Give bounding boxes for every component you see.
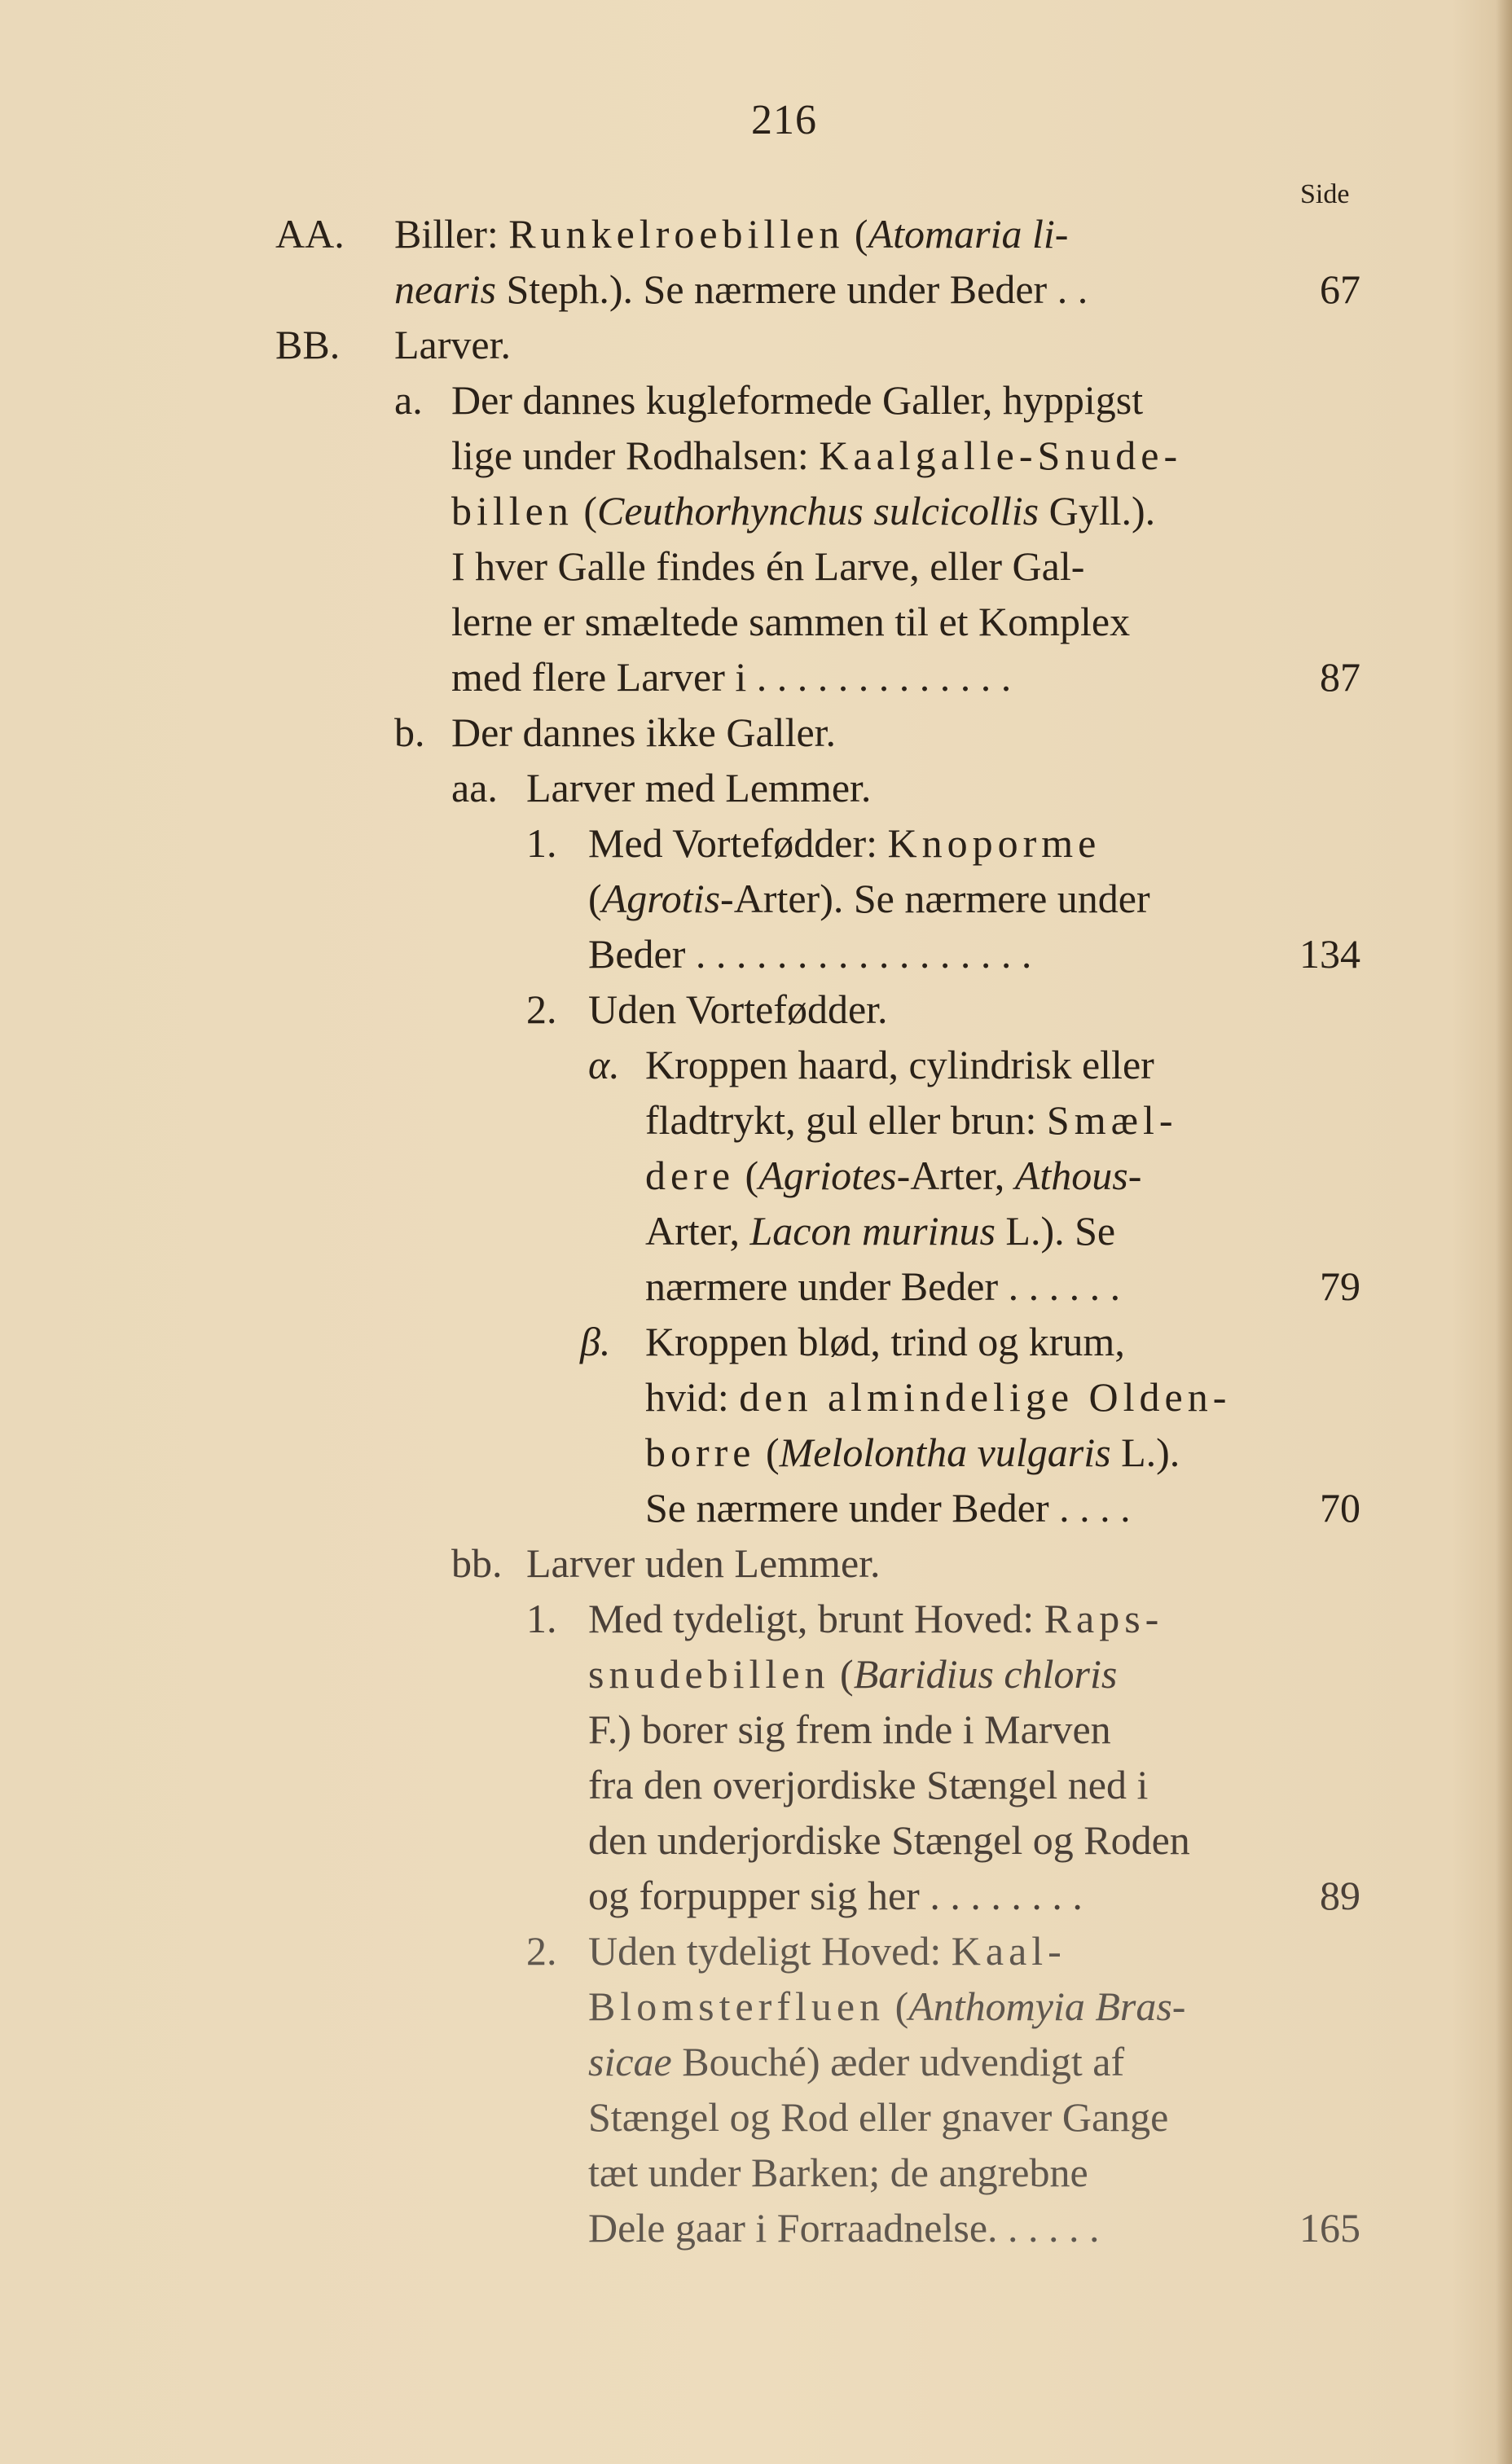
text: Steph.). Se nærmere under Beder . . (496, 266, 1088, 312)
entry-line (588, 1649, 1117, 1699)
entry-line (451, 485, 1155, 536)
text: ( (735, 1153, 759, 1198)
greek-letter: α. (588, 1042, 620, 1087)
latin-name: nearis (394, 266, 496, 312)
common-name: Kaalgalle-Snude- (819, 433, 1183, 478)
common-name: Raps- (1044, 1596, 1164, 1641)
common-name: dere (645, 1153, 736, 1198)
latin-name: Atomaria li- (868, 211, 1069, 257)
text: L.). (1110, 1430, 1180, 1475)
marker-1: 1. (526, 820, 557, 866)
marker-AA: AA. (275, 211, 345, 257)
latin-name: Agrotis- (601, 876, 734, 921)
common-name: borre (645, 1430, 756, 1475)
entry-line (588, 818, 1101, 868)
common-name: den almindelige Olden- (739, 1374, 1232, 1420)
entry-line (394, 264, 1088, 314)
marker-bb: bb. (451, 1540, 503, 1586)
entry-line (588, 873, 1150, 924)
common-name: Runkelroebillen (508, 211, 845, 257)
entry-line: F.) borer sig frem inde i Marven (588, 1706, 1111, 1752)
text: Med Vortefødder: (588, 820, 888, 866)
entry-line: nærmere under Beder . . . . . . (645, 1263, 1121, 1309)
common-name: Kaal- (951, 1928, 1066, 1974)
page-ref: 134 (1299, 931, 1360, 977)
entry-line: fra den overjordiske Stængel ned i (588, 1762, 1149, 1807)
entry-line: med flere Larver i . . . . . . . . . . . . . (451, 654, 1012, 700)
latin-name: Ceuthorhynchus sulcicollis (597, 488, 1040, 534)
entry-line: lerne er smæltede sammen til et Komplex (451, 599, 1131, 644)
marker-2: 2. (526, 986, 557, 1032)
entry-line (394, 209, 1068, 259)
text: Arter, (910, 1153, 1015, 1198)
text: fladtrykt, gul eller brun: (645, 1097, 1047, 1143)
text: Arter). Se nærmere under (733, 876, 1150, 921)
entry-line: Kroppen blød, trind og krum, (645, 1319, 1125, 1364)
latin-name: Anthomyia Bras- (908, 1983, 1186, 2029)
latin-name: Athous- (1014, 1153, 1142, 1198)
text: ( (755, 1430, 780, 1475)
common-name: billen (451, 488, 574, 534)
latin-name: Agriotes- (758, 1153, 911, 1198)
text: L.). Se (995, 1208, 1116, 1254)
entry-line: Der dannes ikke Galler. (451, 709, 837, 755)
page-ref: 67 (1320, 266, 1360, 312)
text: Bouché) æder udvendigt af (671, 2039, 1125, 2084)
latin-name: sicae (588, 2039, 672, 2084)
entry-line: Stængel og Rod eller gnaver Gange (588, 2094, 1169, 2140)
common-name: Knoporme (887, 820, 1101, 866)
latin-name: Baridius chloris (853, 1651, 1118, 1697)
entry-line: Uden Vortefødder. (588, 986, 888, 1032)
entry-line: Se nærmere under Beder . . . . (645, 1485, 1131, 1531)
page-edge-shadow (1496, 0, 1512, 2464)
entry-line: den underjordiske Stængel og Roden (588, 1817, 1190, 1863)
marker-beta (580, 1316, 610, 1367)
text: Med tydeligt, brunt Hoved: (588, 1596, 1044, 1641)
marker-aa: aa. (451, 765, 498, 810)
marker-1: 1. (526, 1596, 557, 1641)
entry-line: Kroppen haard, cylindrisk eller (645, 1042, 1154, 1087)
marker-b: b. (394, 709, 425, 755)
page-ref: 165 (1299, 2205, 1360, 2251)
marker-2: 2. (526, 1928, 557, 1974)
text: Biller: (394, 211, 509, 257)
marker-BB: BB. (275, 322, 341, 367)
text: Uden tydeligt Hoved: (588, 1928, 952, 1974)
entry-line (645, 1206, 1115, 1256)
entry-line: Larver med Lemmer. (526, 765, 872, 810)
text: hvid: (645, 1374, 740, 1420)
text: ( (844, 211, 868, 257)
text: ( (588, 876, 602, 921)
text: ( (573, 488, 598, 534)
entry-line: Beder . . . . . . . . . . . . . . . . . (588, 931, 1032, 977)
entry-line: Dele gaar i Forraadnelse. . . . . . (588, 2205, 1100, 2251)
side-column-header: Side (1300, 179, 1350, 209)
entry-line: I hver Galle findes én Larve, eller Gal- (451, 543, 1085, 589)
text: Gyll.). (1039, 488, 1156, 534)
page-number: 216 (751, 97, 817, 143)
entry-line: Larver. (394, 322, 511, 367)
entry-line (588, 1926, 1066, 1976)
page-ref: 70 (1320, 1485, 1360, 1531)
page-ref: 89 (1320, 1873, 1360, 1918)
entry-line (645, 1150, 1141, 1201)
text: ( (885, 1983, 909, 2029)
page-ref: 79 (1320, 1263, 1360, 1309)
text: ( (829, 1651, 854, 1697)
entry-line (588, 1593, 1163, 1644)
common-name: Blomsterfluen (588, 1983, 886, 2029)
common-name: snudebillen (588, 1651, 830, 1697)
marker-alpha (588, 1039, 620, 1090)
text: lige under Rodhalsen: (451, 433, 820, 478)
page-ref: 87 (1320, 654, 1360, 700)
entry-line: Larver uden Lemmer. (526, 1540, 881, 1586)
text: Arter, (645, 1208, 750, 1254)
entry-line: og forpupper sig her . . . . . . . . (588, 1873, 1083, 1918)
common-name: Smæl- (1046, 1097, 1178, 1143)
entry-line (645, 1372, 1231, 1422)
entry-line: tæt under Barken; de angrebne (588, 2150, 1088, 2195)
latin-name: Melolontha vulgaris (779, 1430, 1111, 1475)
entry-line (645, 1095, 1178, 1145)
marker-a: a. (394, 377, 423, 423)
entry-line (645, 1427, 1180, 1478)
entry-line (451, 430, 1182, 481)
latin-name: Lacon murinus (749, 1208, 996, 1254)
entry-line: Der dannes kugleformede Galler, hyppigst (451, 377, 1144, 423)
entry-line (588, 1981, 1185, 2031)
greek-letter: β. (580, 1319, 611, 1364)
entry-line (588, 2036, 1124, 2087)
